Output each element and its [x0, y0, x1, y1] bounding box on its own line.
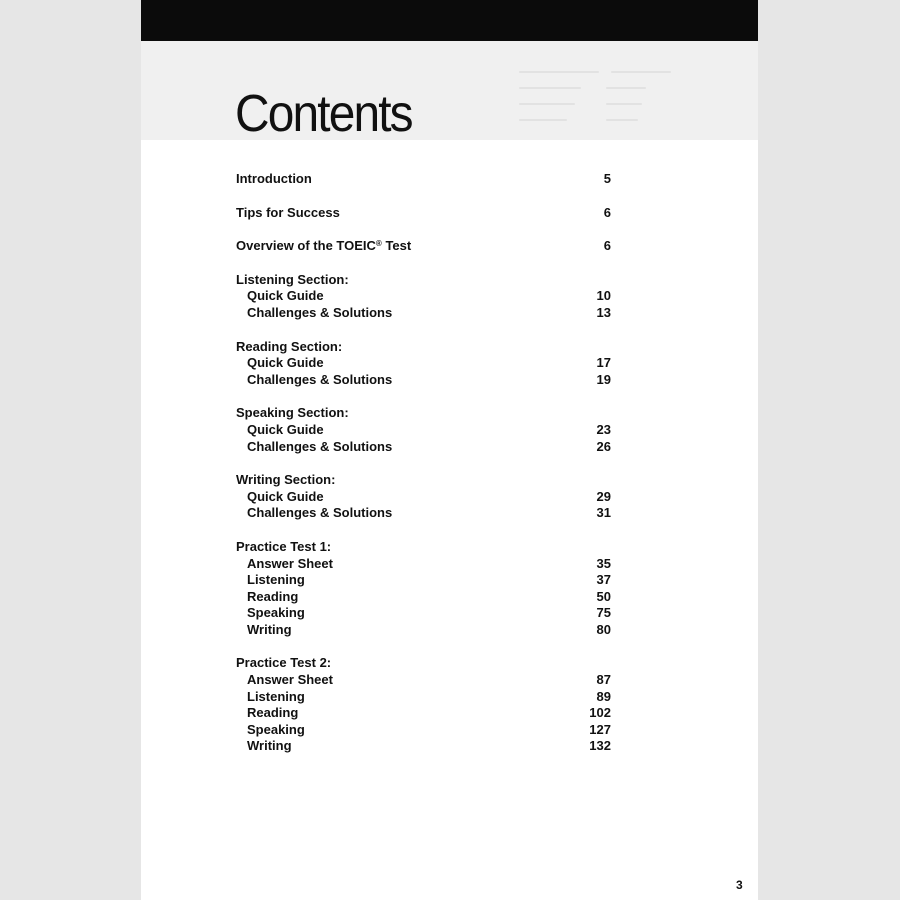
toc-group — [236, 655, 611, 755]
toc-page-number: 17 — [596, 355, 611, 371]
toc-heading — [236, 272, 349, 289]
toc-page-number: 132 — [589, 738, 611, 754]
toc-group — [236, 539, 611, 639]
toc-page-number: 13 — [596, 304, 611, 320]
toc-subentry — [236, 372, 611, 389]
toc-entry — [236, 272, 611, 289]
header-black-bar — [141, 0, 758, 41]
toc-subentry-label: Reading — [247, 588, 299, 604]
header-band — [141, 41, 758, 140]
toc-heading — [236, 205, 340, 222]
toc-heading — [236, 238, 411, 255]
toc-page-number: 89 — [596, 688, 611, 704]
toc-heading-suffix: Test — [381, 238, 412, 254]
toc-heading-text: Listening Section: — [236, 271, 349, 287]
toc-page-number: 29 — [596, 488, 611, 504]
toc-page-number: 6 — [603, 204, 611, 220]
toc-entry — [236, 171, 611, 188]
bleed-through-line — [611, 71, 671, 73]
toc-heading-text: Writing Section: — [236, 472, 336, 488]
toc-page-number: 80 — [596, 621, 611, 637]
toc-group — [236, 339, 611, 389]
toc-heading — [236, 405, 349, 422]
toc-heading-text: Practice Test 1: — [236, 538, 332, 554]
toc-heading-text: Speaking Section: — [236, 405, 349, 421]
toc-heading-text: Tips for Success — [236, 204, 340, 220]
toc-subentry — [236, 422, 611, 439]
toc-subentry — [236, 505, 611, 522]
toc-page-number: 127 — [589, 721, 611, 737]
toc-subentry — [236, 355, 611, 372]
toc-subentry — [236, 738, 611, 755]
toc-entry — [236, 238, 611, 255]
toc-group — [236, 472, 611, 522]
toc-subentry — [236, 288, 611, 305]
toc-page-number: 37 — [596, 572, 611, 588]
toc-subentry — [236, 556, 611, 573]
toc-subentry-label: Challenges & Solutions — [247, 304, 393, 320]
toc-group — [236, 272, 611, 322]
toc-subentry-label: Quick Guide — [247, 421, 324, 437]
toc-subentry-label: Quick Guide — [247, 355, 324, 371]
toc-heading-text: Introduction — [236, 171, 312, 186]
toc-subentry — [236, 672, 611, 689]
toc-subentry-label: Reading — [247, 705, 299, 721]
toc-group — [236, 238, 611, 255]
toc-entry — [236, 539, 611, 556]
toc-subentry-label: Listening — [247, 572, 305, 588]
toc-subentry — [236, 605, 611, 622]
toc-subentry — [236, 689, 611, 706]
toc-subentry-label: Speaking — [247, 721, 305, 737]
toc-group — [236, 171, 611, 188]
toc-subentry-label: Quick Guide — [247, 288, 324, 304]
toc-subentry-label: Challenges & Solutions — [247, 371, 393, 387]
document-page — [141, 0, 758, 900]
bleed-through-line — [519, 103, 575, 105]
bleed-through-line — [606, 103, 642, 105]
page-title: Contents — [235, 85, 412, 143]
toc-entry — [236, 655, 611, 672]
toc-subentry-label: Listening — [247, 688, 305, 704]
toc-subentry — [236, 439, 611, 456]
toc-page-number: 50 — [596, 588, 611, 604]
toc-heading-text: Reading Section: — [236, 338, 343, 354]
toc-subentry — [236, 589, 611, 606]
bleed-through-line — [519, 71, 599, 73]
toc-heading — [236, 655, 331, 672]
toc-page-number: 19 — [596, 371, 611, 387]
toc-heading — [236, 171, 312, 188]
toc-heading-text: Overview of the TOEIC — [236, 238, 376, 254]
toc-page-number: 35 — [596, 555, 611, 571]
bleed-through-line — [519, 87, 581, 89]
toc-heading — [236, 339, 342, 356]
toc-subentry-label: Challenges & Solutions — [247, 505, 393, 521]
toc-subentry — [236, 722, 611, 739]
toc-page-number: 6 — [603, 238, 611, 254]
toc-entry — [236, 405, 611, 422]
toc-subentry-label: Quick Guide — [247, 488, 324, 504]
toc-subentry-label: Challenges & Solutions — [247, 438, 393, 454]
toc-entry — [236, 472, 611, 489]
toc-page-number: 102 — [589, 705, 611, 721]
bleed-through-line — [606, 87, 646, 89]
toc-subentry-label: Speaking — [247, 605, 305, 621]
toc-subentry — [236, 305, 611, 322]
toc-page-number: 23 — [596, 421, 611, 437]
toc-page-number: 75 — [596, 605, 611, 621]
toc-subentry-label: Writing — [247, 621, 292, 637]
toc-page-number: 5 — [603, 171, 611, 186]
toc-subentry-label: Answer Sheet — [247, 555, 333, 571]
toc-page-number: 26 — [596, 438, 611, 454]
bleed-through-line — [606, 119, 638, 121]
toc-group — [236, 205, 611, 222]
toc-heading — [236, 472, 335, 489]
toc-subentry-label: Writing — [247, 738, 292, 754]
toc-page-number: 10 — [596, 288, 611, 304]
toc-subentry — [236, 572, 611, 589]
toc-subentry-label: Answer Sheet — [247, 672, 333, 688]
toc-page-number: 31 — [596, 505, 611, 521]
registered-mark: ® — [375, 239, 382, 249]
toc-heading — [236, 539, 331, 556]
toc-group — [236, 405, 611, 455]
toc-entry — [236, 205, 611, 222]
toc-page-number: 87 — [596, 672, 611, 688]
toc-subentry — [236, 489, 611, 506]
page-number: 3 — [736, 878, 743, 892]
bleed-through-line — [519, 119, 567, 121]
toc-heading-text: Practice Test 2: — [236, 655, 332, 671]
toc-entry — [236, 339, 611, 356]
toc-subentry — [236, 705, 611, 722]
table-of-contents — [236, 171, 611, 772]
toc-subentry — [236, 622, 611, 639]
